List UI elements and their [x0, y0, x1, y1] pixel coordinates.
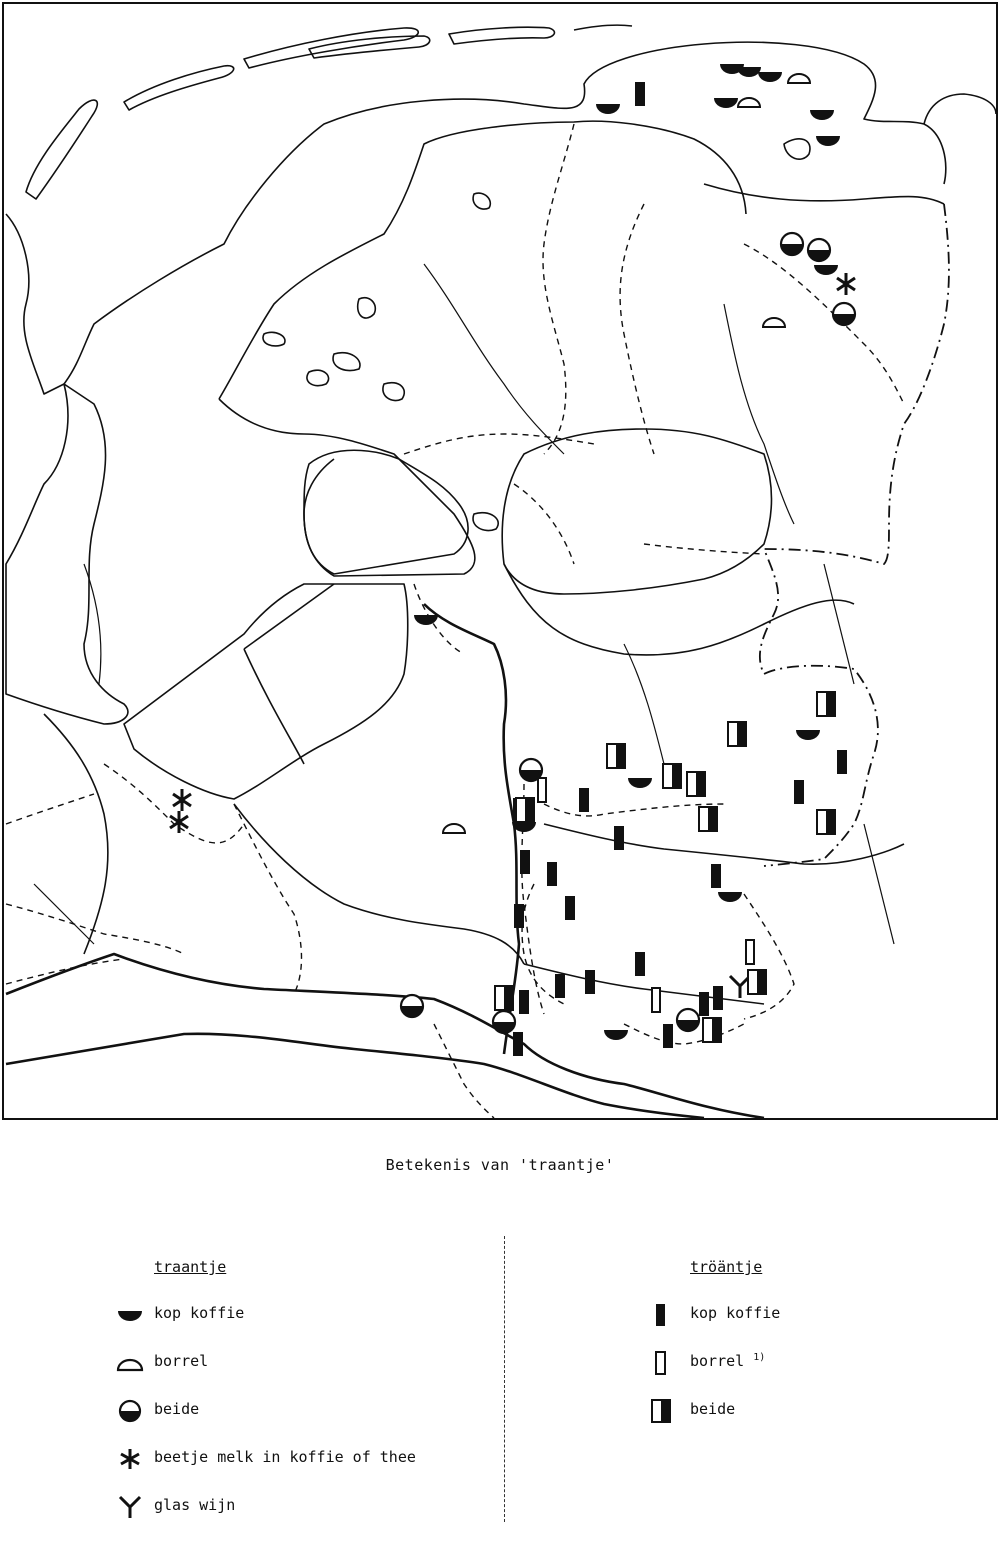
river-waal — [6, 1034, 704, 1118]
kop-koffie-symbol — [796, 730, 820, 740]
legend-label: kop koffie — [690, 1304, 781, 1322]
borrel-symbol — [738, 98, 760, 107]
circle-half-filled-icon — [112, 1398, 148, 1424]
beide-bar-symbol — [748, 970, 766, 994]
beide-bar-symbol — [817, 692, 835, 716]
noord-holland — [6, 384, 128, 724]
borrel-symbol — [763, 318, 785, 327]
beide-bar-symbol — [516, 798, 534, 822]
legend-item-kop-koffie — [112, 1304, 245, 1352]
kop-koffie-symbol — [604, 1030, 628, 1040]
kop-koffie-bar-symbol — [614, 826, 624, 850]
flevoland — [124, 584, 408, 799]
legend-troantje — [648, 1258, 781, 1448]
borrel-bar-symbol — [746, 940, 754, 964]
kop-koffie-bar-symbol — [635, 952, 645, 976]
legend-label: beide — [154, 1400, 200, 1418]
legend-label: kop koffie — [154, 1304, 245, 1322]
kop-koffie-bar-symbol — [519, 990, 529, 1014]
frisian-coast — [219, 121, 746, 399]
half-circle-filled-icon — [112, 1302, 148, 1328]
beide-bar-symbol — [495, 986, 513, 1010]
beide-bar-symbol — [687, 772, 705, 796]
kop-koffie-bar-symbol — [794, 780, 804, 804]
beide-symbol — [493, 1011, 515, 1033]
river-small-1 — [424, 264, 564, 454]
legend-item-borrel-2 — [648, 1352, 766, 1400]
kop-koffie-symbol — [596, 104, 620, 114]
island-rottumeroog — [574, 25, 632, 30]
lake-1 — [358, 298, 376, 318]
map-frame — [2, 2, 998, 1120]
bar-open-icon — [648, 1350, 684, 1376]
lake-6 — [473, 193, 490, 209]
legend-traantje — [112, 1258, 416, 1544]
beide-bar-symbol — [607, 744, 625, 768]
kop-koffie-bar-symbol — [555, 974, 565, 998]
gelderland-line — [234, 804, 524, 964]
beide-bar-symbol — [699, 807, 717, 831]
kop-koffie-bar-symbol — [713, 986, 723, 1010]
river-small-6 — [84, 564, 101, 684]
island-vlieland — [124, 66, 234, 110]
kop-koffie-bar-symbol — [513, 1032, 523, 1056]
river-rijn — [6, 954, 764, 1118]
island-terschelling — [244, 28, 418, 68]
kop-koffie-bar-symbol — [514, 904, 524, 928]
legend-label: beide — [690, 1400, 736, 1418]
state-border — [760, 204, 949, 866]
boundary-dash-11 — [6, 904, 184, 954]
beide-bar-symbol — [728, 722, 746, 746]
lake-3 — [383, 383, 404, 401]
kop-koffie-symbol — [628, 778, 652, 788]
boundary-dash-9 — [234, 804, 302, 994]
borrel-symbol — [443, 824, 465, 833]
half-circle-open-icon — [112, 1350, 148, 1376]
asterisk-icon — [112, 1446, 148, 1472]
boundary-dash-13 — [544, 804, 724, 816]
beide-symbol — [677, 1009, 699, 1031]
kop-koffie-bar-symbol — [585, 970, 595, 994]
lake-2 — [333, 353, 360, 371]
kop-koffie-symbol — [814, 265, 838, 275]
boundary-dash-10 — [6, 794, 94, 824]
beide-symbol — [781, 233, 803, 255]
legend-heading-troantje: tröäntje — [690, 1258, 763, 1276]
twente-line — [544, 824, 904, 864]
beide-symbol — [833, 303, 855, 325]
island-texel — [26, 100, 97, 199]
province-line-2 — [924, 94, 996, 124]
melk-symbol — [837, 273, 855, 295]
legend-label — [690, 1352, 765, 1370]
kop-koffie-bar-symbol — [635, 82, 645, 106]
beide-bar-symbol — [703, 1018, 721, 1042]
y-glass-icon — [112, 1494, 148, 1520]
legend-label: glas wijn — [154, 1496, 236, 1514]
lake-5 — [307, 370, 329, 385]
map-caption: Betekenis van 'traantje' — [385, 1156, 615, 1174]
drenthe-line — [502, 429, 771, 594]
flevoland-dike — [244, 649, 304, 764]
kop-koffie-bar-symbol — [579, 788, 589, 812]
overijssel-line — [504, 564, 854, 655]
kop-koffie-symbol — [816, 136, 840, 146]
kop-koffie-bar-symbol — [837, 750, 847, 774]
beide-symbol — [808, 239, 830, 261]
kop-koffie-bar-symbol — [663, 1024, 673, 1048]
legend-item-beide-2 — [648, 1400, 762, 1448]
legend-item-beide — [112, 1400, 226, 1448]
kop-koffie-bar-symbol — [699, 992, 709, 1016]
bar-filled-icon — [648, 1302, 684, 1328]
lake-7 — [473, 513, 498, 531]
kop-koffie-symbol — [718, 892, 742, 902]
river-small-2 — [724, 304, 794, 524]
kop-koffie-bar-symbol — [711, 864, 721, 888]
noordoostpolder — [304, 450, 468, 574]
river-small-5 — [864, 824, 894, 944]
kop-koffie-bar-symbol — [547, 862, 557, 886]
boundary-dash-4 — [404, 434, 594, 454]
boundary-dash-17 — [434, 1024, 494, 1118]
beide-bar-symbol — [817, 810, 835, 834]
legend-label: beetje melk in koffie of thee — [154, 1448, 416, 1466]
legend-label: borrel — [154, 1352, 209, 1370]
kop-koffie-symbol — [758, 72, 782, 82]
river-small-3 — [624, 644, 664, 764]
legend-item-wijn — [112, 1496, 236, 1544]
kop-koffie-symbol — [810, 110, 834, 120]
boundary-dash-5 — [514, 484, 574, 564]
dialect-map — [4, 4, 996, 1118]
beide-symbol — [401, 995, 423, 1017]
kop-koffie-symbol — [414, 615, 438, 625]
legend-item-kop-koffie-2 — [648, 1304, 781, 1352]
kop-koffie-symbol — [714, 98, 738, 108]
legend-heading-traantje: traantje — [154, 1258, 227, 1276]
legend-label-text: borrel — [690, 1352, 745, 1370]
legend-divider — [504, 1236, 505, 1522]
island-schiermonnikoog — [449, 27, 554, 44]
kop-koffie-symbol — [737, 67, 761, 77]
footnote-marker: 1) — [753, 1352, 766, 1363]
dollard — [784, 139, 810, 159]
borrel-symbol — [788, 74, 810, 83]
flevoland-dike-2 — [244, 584, 334, 649]
ijsselmeer-shore — [219, 399, 475, 576]
kop-koffie-bar-symbol — [565, 896, 575, 920]
boundary-dash-1 — [543, 124, 574, 454]
bar-half-icon — [648, 1398, 684, 1424]
lake-4 — [263, 332, 285, 346]
melk-symbol — [173, 789, 191, 811]
boundary-dash-6 — [644, 544, 764, 554]
beide-bar-symbol — [663, 764, 681, 788]
legend-item-borrel — [112, 1352, 226, 1400]
legend-item-melk — [112, 1448, 416, 1496]
kop-koffie-bar-symbol — [520, 850, 530, 874]
boundary-dash-2 — [620, 204, 654, 454]
borrel-bar-symbol — [652, 988, 660, 1012]
coastline-north — [6, 42, 946, 394]
borrel-bar-symbol — [538, 778, 546, 802]
